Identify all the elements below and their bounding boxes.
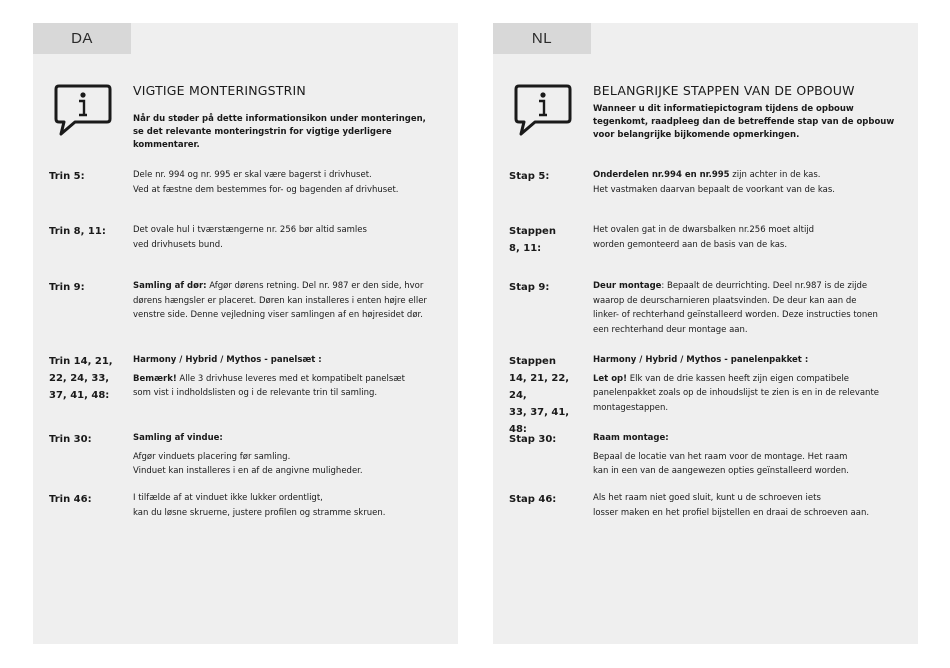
step-text — [593, 431, 911, 479]
step-body: zijn achter in de kas. Het vastmaken daarvan bepaalt de voorkant van de kas. — [593, 170, 835, 195]
step-label: Stap 46: — [509, 494, 557, 505]
step-body: Alle 3 drivhuse leveres med et kompatibelt panelsæt som vist i indholdslisten og i de relevante trin til samling. — [133, 373, 405, 398]
section-title: BELANGRIJKE STAPPEN VAN DE OPBOUW — [593, 83, 855, 98]
step-lead: Samling af dør: — [133, 281, 207, 291]
step-label: Trin 30: — [49, 434, 92, 445]
step-text — [593, 168, 911, 197]
step-heading: Harmony / Hybrid / Mythos - panelsæt : — [133, 355, 322, 365]
step-label: Trin 14, 21, 22, 24, 33, 37, 41, 48: — [49, 356, 113, 401]
language-tab-da: DA — [33, 23, 131, 54]
step-label: Stappen 14, 21, 22, 24, 33, 37, 41, 48: — [509, 356, 570, 435]
step-label: Trin 8, 11: — [49, 226, 106, 237]
step-body: Bepaal de locatie van het raam voor de montage. Het raam kan in een van de aangewezen opties geïnstalleerd worden. — [593, 451, 849, 476]
step-text: Det ovale hul i tværstængerne nr. 256 bør altid samles ved drivhusets bund. — [133, 225, 367, 250]
step-text — [133, 353, 451, 401]
info-icon — [53, 83, 113, 137]
step-label: Trin 9: — [49, 282, 85, 293]
info-icon — [513, 83, 573, 137]
step-label: Trin 5: — [49, 171, 85, 182]
step-text — [133, 431, 451, 479]
step-text: Als het raam niet goed sluit, kunt u de schroeven iets losser maken en het profiel bijstellen en draai de schroeven aan. — [593, 493, 870, 518]
step-heading: Samling af vindue: — [133, 433, 223, 443]
step-text: Het ovalen gat in de dwarsbalken nr.256 moet altijd worden gemonteerd aan de basis van de kas. — [593, 225, 815, 250]
language-tab-nl: NL — [493, 23, 591, 54]
step-label: Stap 9: — [509, 282, 550, 293]
step-body: Elk van de drie kassen heeft zijn eigen compatibele panelenpakket zoals op de inhoudslijst te zien is en in de relevante montagestappen. — [593, 373, 880, 413]
step-heading: Raam montage: — [593, 433, 669, 443]
intro-text: Wanneer u dit informatiepictogram tijdens de opbouw tegenkomt, raadpleeg dan de betreffende stap van de opbouw voor belangrijke bijkomende opmerkingen. — [593, 104, 895, 140]
intro-text: Når du støder på dette informationsikon under monteringen, se det relevante monteringstrin for vigtige yderligere kommentarer. — [133, 114, 426, 150]
step-label: Stap 30: — [509, 434, 557, 445]
step-label: Trin 46: — [49, 494, 92, 505]
step-text: Dele nr. 994 og nr. 995 er skal være bagerst i drivhuset. Ved at fæstne dem bestemmes for- og bagenden af drivhuset. — [133, 170, 399, 195]
step-text — [133, 279, 451, 323]
step-text: I tilfælde af at vinduet ikke lukker ordentligt, kan du løsne skruerne, justere profilen og stramme skruen. — [133, 493, 386, 518]
step-lead: Bemærk! — [133, 373, 177, 384]
step-lead: Deur montage — [593, 281, 662, 291]
step-label: Stappen 8, 11: — [509, 226, 556, 254]
step-lead: Onderdelen nr.994 en nr.995 — [593, 170, 730, 180]
step-text — [593, 353, 911, 415]
section-title: VIGTIGE MONTERINGSTRIN — [133, 83, 306, 98]
step-label: Stap 5: — [509, 171, 550, 182]
step-body: Afgør vinduets placering før samling. Vinduet kan installeres i en af de angivne muligheder. — [133, 451, 363, 476]
page-da — [33, 23, 458, 644]
step-body: Afgør dørens retning. Del nr. 987 er den side, hvor dørens hængsler er placeret. Døren kan installeres i enten højre eller venstre side. Denne vejledning viser samlingen af en højresidet dør. — [133, 281, 427, 320]
step-body: : Bepaalt de deurrichting. Deel nr.987 is de zijde waarop de deurscharnieren plaatsvinden. De deur kan aan de linker- of rechterhand geïnstalleerd worden. Deze instructies tonen een rechterhand deur montage aan. — [593, 281, 878, 335]
step-text — [593, 279, 911, 337]
step-lead: Let op! — [593, 373, 628, 384]
page-nl — [493, 23, 918, 644]
step-heading: Harmony / Hybrid / Mythos - panelenpakket : — [593, 355, 809, 365]
